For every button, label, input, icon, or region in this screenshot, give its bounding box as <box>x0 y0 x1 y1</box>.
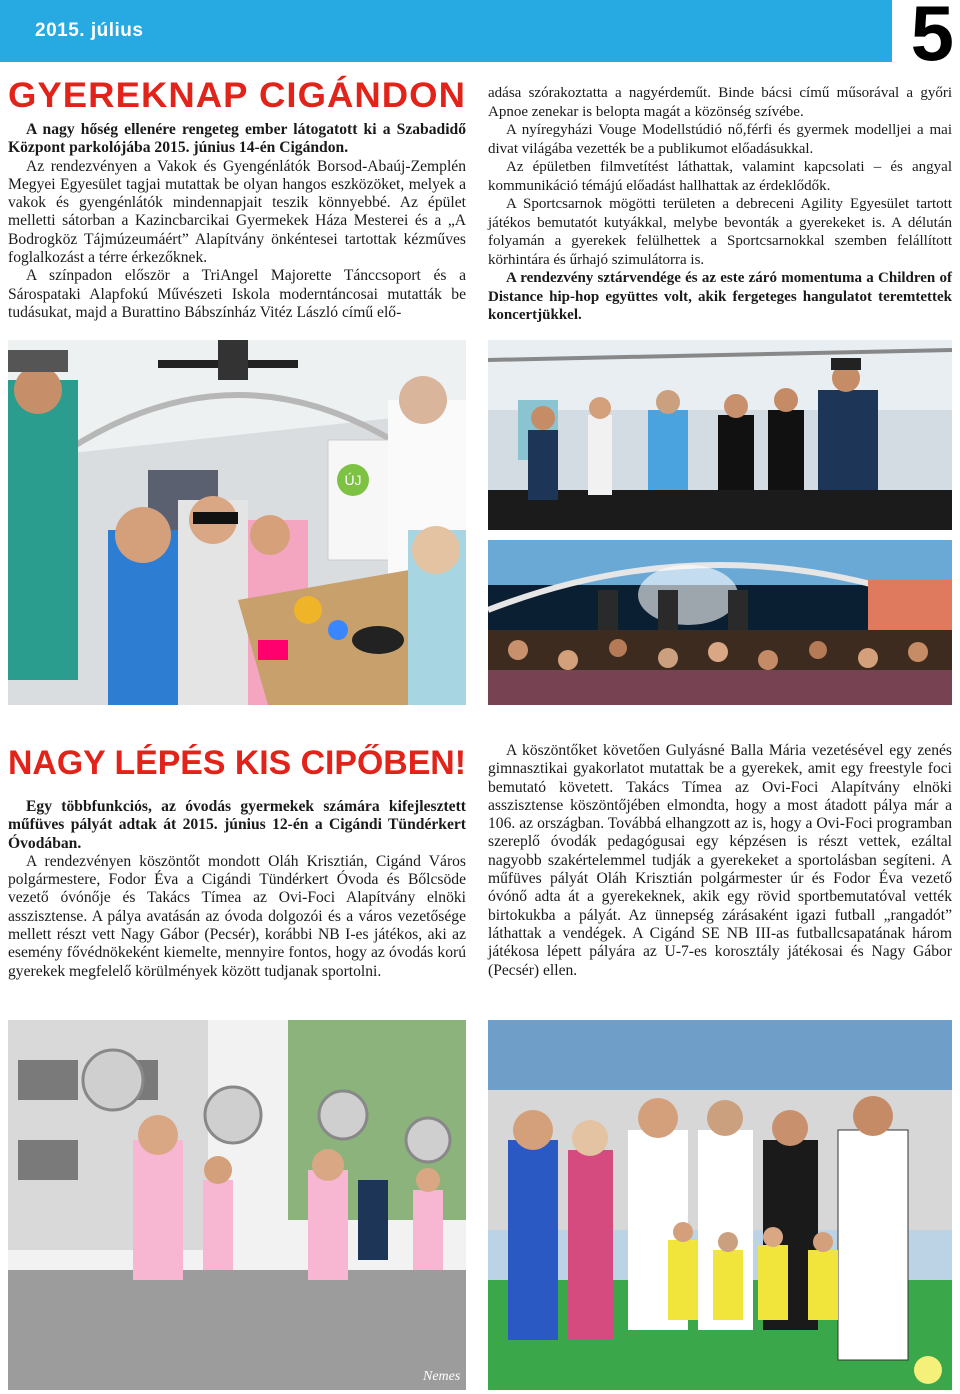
article1-paragraph: Az épületben filmvetítést láthattak, valamint kapcsolati – és angyal kommunikáció témájú előadást hallhattak az érdeklődők. <box>488 159 952 194</box>
article1-paragraph: A Sportcsarnok mögötti területen a debreceni Agility Egyesület tartott játékos bemutatót kutyákkal, melybe bevonták a gyerekeket is. A délután folyamán a gyerekek felülhettek a Sportcsarnokkal szemben felállított körhintára és űrhajó szimulátorra is. <box>488 196 952 268</box>
article1-paragraph: A nyíregyházi Vouge Modellstúdió nő,férfi és gyermek modelljei a mai divat világába vezették be a publikumot előadásukkal. <box>488 122 952 157</box>
article1-paragraph: Az rendezvényen a Vakok és Gyengénlátók Borsod-Abaúj-Zemplén Megyei Egyesület tagjai mutattak be olyan hangos eszközöket, melyek a vakok és gyengénlátók mindennapjait teszik könnyebbé. Az épület melletti sátorban a Kazincbarcikai Gyermekek Háza Mesterei és a „A Bodrogköz Tájmúzeumáért” Alapítvány önkéntesei tartottak kézműves foglalkozást a térre érkezőknek. <box>8 157 466 267</box>
page-number: 5 <box>910 0 954 77</box>
article1-paragraph: adása szórakoztatta a nagyérdeműt. Binde bácsi című műsorával a győri Apnoe zenekar is belopta magát a közönség szívébe. <box>488 85 952 120</box>
photo-signature: Nemes <box>423 1369 461 1384</box>
article2-lead: Egy többfunkciós, az óvodás gyermekek számára kifejlesztett műfüves pályát adtak át 2015. június 12-én a Cigándi Tündérkert Óvodában. <box>8 798 466 852</box>
article1-headline: GYEREKNAP CIGÁNDON <box>8 76 466 115</box>
article2-column-right <box>488 742 952 980</box>
photo-concert-crowd <box>488 540 952 705</box>
photo-pompom-children <box>8 1020 466 1390</box>
article2-paragraph: A rendezvényen köszöntőt mondott Oláh Krisztián, Cigánd Város polgármestere, Fodor Éva a Cigándi Tündérkert Óvoda és Bőlcsöde vezető óvónője és Takács Tímea az Ovi-Foci Alapítvány elnöki asszisztense. A pálya avatásán az óvoda dolgozói és a város vezetősége mellett részt vett Nagy Gábor (Pecsér), korábbi NB I-es játékos, aki az esemény fővédnökeként kiemelte, mennyire fontos, hogy az óvodás korú gyerekek megfelelő körülmények között tudjanak sportolni. <box>8 852 466 980</box>
issue-date: 2015. július <box>35 20 144 41</box>
article1-closing: A rendezvény sztárvendége és az este záró momentuma a Children of Distance hip-hop együttes volt, akik fergeteges hangulatot teremtettek koncertjükkel. <box>488 270 952 323</box>
crafts-sign-text: ÚJ <box>344 472 362 488</box>
article2-column-left <box>8 798 466 981</box>
photo-crafts-table <box>8 340 466 705</box>
article2-paragraph: A köszöntőket követően Gulyásné Balla Mária vezetésével egy zenés gimnasztikai gyakorlatot mutattak be a gyerekek, amit egy freestyle foci bemutató követett. Takács Tímea az Ovi-Foci Alapítvány elnöki asszisztense köszöntőjében elmondta, hogy a most átadott pálya már a 106. az országban. Továbbá elhangzott az is, hogy a Ovi-Foci programban szereplő óvodák pedagógusai egy képzésen is részt vettek, ezáltal nagyobb szakértelemmel tudják a gyerekeket a sportolásban segíteni. A műfüves pályát Oláh Krisztián polgármester úr és Fodor Éva vezető óvónő adta át a gyerekeknek, akik egy rövid sportbemutatóval vették birtokukba a pályát. Az ünnepség zárásaként igazi futball „rangadót” láthattak a vendégek. A Cigánd SE NB III-as futballcsapatának három játékosa lépett pályára az U-7-es korosztály játékosai és Nagy Gábor (Pecsér) ellen. <box>488 742 952 979</box>
article2-headline: NAGY LÉPÉS KIS CIPŐBEN! <box>8 744 466 782</box>
article1-paragraph: A színpadon először a TriAngel Majorette Tánccsoport és a Sárospataki Alapfokú Művészeti Iskola moderntáncosai mutatták be tudásukat, majd a Burattino Bábszínház Vitéz László című elő- <box>8 267 466 321</box>
photo-stage-band <box>488 340 952 530</box>
article1-lead: A nagy hőség ellenére rengeteg ember látogatott ki a Szabadidő Központ parkolójába 2015. június 14-én Cigándon. <box>8 121 466 157</box>
article1-column-left <box>8 121 466 322</box>
photo-team-group <box>488 1020 952 1390</box>
article1-column-right <box>488 84 952 325</box>
